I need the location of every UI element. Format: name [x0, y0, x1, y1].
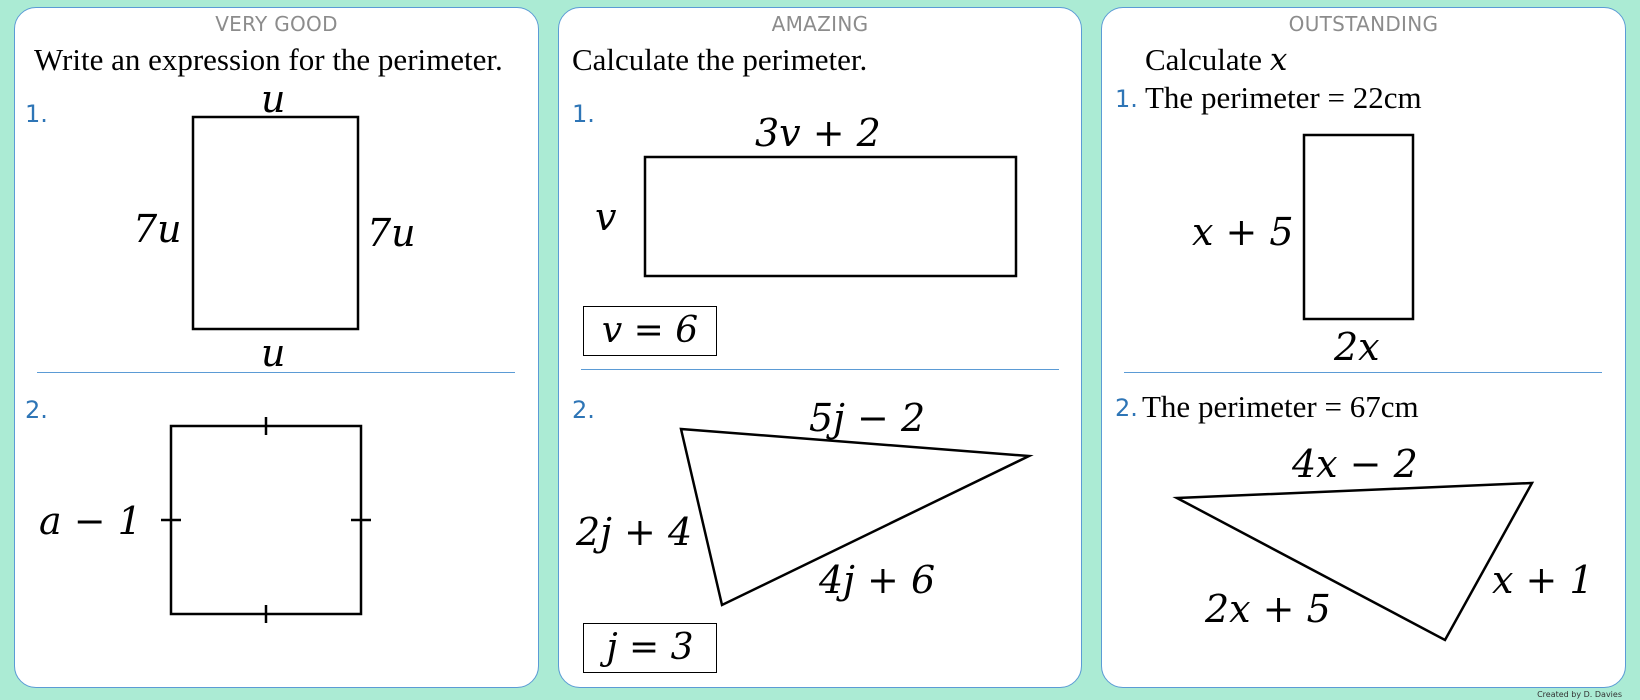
given-value-box: j = 3	[583, 623, 717, 673]
label-right: 4j + 6	[819, 558, 936, 602]
question-number-1: 1.	[1115, 85, 1138, 113]
label-side: a − 1	[39, 499, 142, 543]
label-left: 2j + 4	[576, 510, 693, 554]
label-bottom: 2x	[1334, 325, 1380, 369]
level-title: AMAZING	[771, 12, 869, 36]
perimeter-statement: The perimeter = 22cm	[1145, 80, 1422, 115]
credit-text: Created by D. Davies	[1537, 690, 1622, 699]
label-top: u	[261, 77, 286, 121]
question-number-2: 2.	[572, 396, 595, 424]
label-right: 7u	[367, 211, 416, 255]
level-title: VERY GOOD	[215, 12, 338, 36]
label-top: 5j − 2	[809, 396, 926, 440]
instruction: Calculate the perimeter.	[572, 42, 868, 77]
instruction: Write an expression for the perimeter.	[34, 42, 503, 77]
perimeter-statement: The perimeter = 67cm	[1142, 389, 1419, 424]
label-left: v	[595, 195, 617, 239]
square-shape	[15, 8, 539, 688]
instruction-variable: x	[1269, 42, 1288, 78]
label-top: 3v + 2	[755, 111, 881, 155]
label-left: x + 5	[1192, 210, 1294, 254]
given-value-box: v = 6	[583, 306, 717, 356]
level-title: OUTSTANDING	[1288, 12, 1439, 36]
question-number-2: 2.	[25, 396, 48, 424]
label-bottom: u	[261, 331, 286, 375]
panel-very-good	[14, 7, 539, 688]
question-number-1: 1.	[572, 100, 595, 128]
instruction-text: Calculate	[1145, 42, 1263, 77]
question-number-2: 2.	[1115, 394, 1138, 422]
label-left: 7u	[133, 207, 182, 251]
label-top: 4x − 2	[1292, 442, 1418, 486]
panel-amazing	[558, 7, 1082, 688]
panel-outstanding	[1101, 7, 1626, 688]
label-left: 2x + 5	[1205, 587, 1331, 631]
question-number-1: 1.	[25, 100, 48, 128]
label-right: x + 1	[1492, 558, 1594, 602]
